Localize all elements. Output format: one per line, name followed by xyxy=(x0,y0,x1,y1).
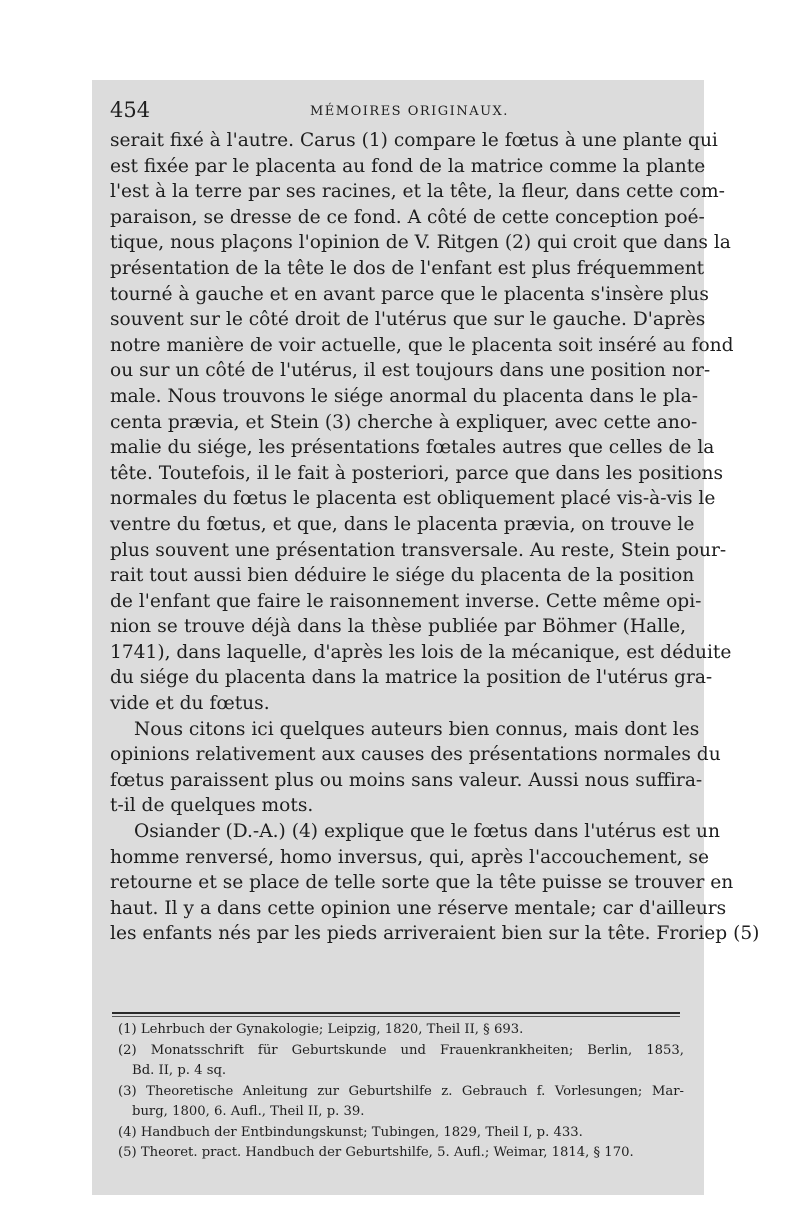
text-line: vide et du fœtus. xyxy=(110,693,270,715)
text-line: normales du fœtus le placenta est obliquement placé vis-à-vis le xyxy=(110,488,716,510)
footnotes xyxy=(118,1020,684,1164)
page-number: 454 xyxy=(110,98,151,122)
footnote-line: (5) Theoret. pract. Handbuch der Geburtshilfe, 5. Aufl.; Weimar, 1814, § 170. xyxy=(118,1145,634,1160)
text-line: l'est à la terre par ses racines, et la tête, la fleur, dans cette com- xyxy=(110,181,725,203)
text-line: Osiander (D.-A.) (4) explique que le fœtus dans l'utérus est un xyxy=(134,821,720,843)
footnote-line: burg, 1800, 6. Aufl., Theil II, p. 39. xyxy=(132,1104,365,1119)
body-text xyxy=(110,128,760,947)
text-line: de l'enfant que faire le raisonnement inverse. Cette même opi- xyxy=(110,590,702,612)
text-line: nion se trouve déjà dans la thèse publiée par Böhmer (Halle, xyxy=(110,616,686,638)
text-line: rait tout aussi bien déduire le siége du placenta de la position xyxy=(110,565,695,587)
text-line: male. Nous trouvons le siége anormal du placenta dans le pla- xyxy=(110,385,699,407)
footnote-rule xyxy=(112,1012,680,1014)
text-line: est fixée par le placenta au fond de la matrice comme la plante xyxy=(110,155,706,177)
text-line: tique, nous plaçons l'opinion de V. Ritgen (2) qui croit que dans la xyxy=(110,232,731,254)
footnote-line: (1) Lehrbuch der Gynakologie; Leipzig, 1820, Theil II, § 693. xyxy=(118,1022,524,1037)
text-line: centa prævia, et Stein (3) cherche à expliquer, avec cette ano- xyxy=(110,411,698,433)
text-line: notre manière de voir actuelle, que le placenta soit inséré au fond xyxy=(110,334,734,356)
text-line: souvent sur le côté droit de l'utérus que sur le gauche. D'après xyxy=(110,309,706,331)
text-line: retourne et se place de telle sorte que la tête puisse se trouver en xyxy=(110,872,734,894)
footnote-line: (4) Handbuch der Entbindungskunst; Tubingen, 1829, Theil I, p. 433. xyxy=(118,1124,583,1140)
text-line: haut. Il y a dans cette opinion une réserve mentale; car d'ailleurs xyxy=(110,897,727,919)
footnote-line: (2) Monatsschrift für Geburtskunde und Frauenkrankheiten; Berlin, 1853, xyxy=(118,1042,684,1058)
text-line: malie du siége, les présentations fœtales autres que celles de la xyxy=(110,437,715,459)
running-title: MÉMOIRES ORIGINAUX. xyxy=(310,104,509,119)
text-line: les enfants nés par les pieds arriveraient bien sur la tête. Froriep (5) xyxy=(110,923,760,945)
text-line: 1741), dans laquelle, d'après les lois de la mécanique, est déduite xyxy=(110,641,732,663)
text-line: paraison, se dresse de ce fond. A côté de cette conception poé- xyxy=(110,206,705,228)
text-line: tourné à gauche et en avant parce que le placenta s'insère plus xyxy=(110,283,709,305)
text-line: serait fixé à l'autre. Carus (1) compare le fœtus à une plante qui xyxy=(110,130,718,151)
text-line: t-il de quelques mots. xyxy=(110,795,314,817)
text-line: fœtus paraissent plus ou moins sans valeur. Aussi nous suffira- xyxy=(110,769,703,791)
text-line: tête. Toutefois, il le fait à posteriori, parce que dans les positions xyxy=(110,462,724,484)
text-line: du siége du placenta dans la matrice la position de l'utérus gra- xyxy=(110,667,713,689)
text-line: plus souvent une présentation transversale. Au reste, Stein pour- xyxy=(110,539,727,561)
footnote-line: Bd. II, p. 4 sq. xyxy=(132,1063,227,1078)
text-line: ou sur un côté de l'utérus, il est toujours dans une position nor- xyxy=(110,360,711,382)
text-line: opinions relativement aux causes des présentations normales du xyxy=(110,744,721,766)
footnote-rule-thin xyxy=(112,1016,680,1017)
page-header xyxy=(110,98,686,124)
text-line: Nous citons ici quelques auteurs bien connus, mais dont les xyxy=(134,718,700,740)
text-line: ventre du fœtus, et que, dans le placenta prævia, on trouve le xyxy=(110,513,695,535)
text-line: présentation de la tête le dos de l'enfant est plus fréquemment xyxy=(110,257,705,279)
text-line: homme renversé, homo inversus, qui, après l'accouchement, se xyxy=(110,846,710,868)
footnote-line: (3) Theoretische Anleitung zur Geburtshilfe z. Gebrauch f. Vorlesungen; Mar- xyxy=(118,1083,684,1099)
